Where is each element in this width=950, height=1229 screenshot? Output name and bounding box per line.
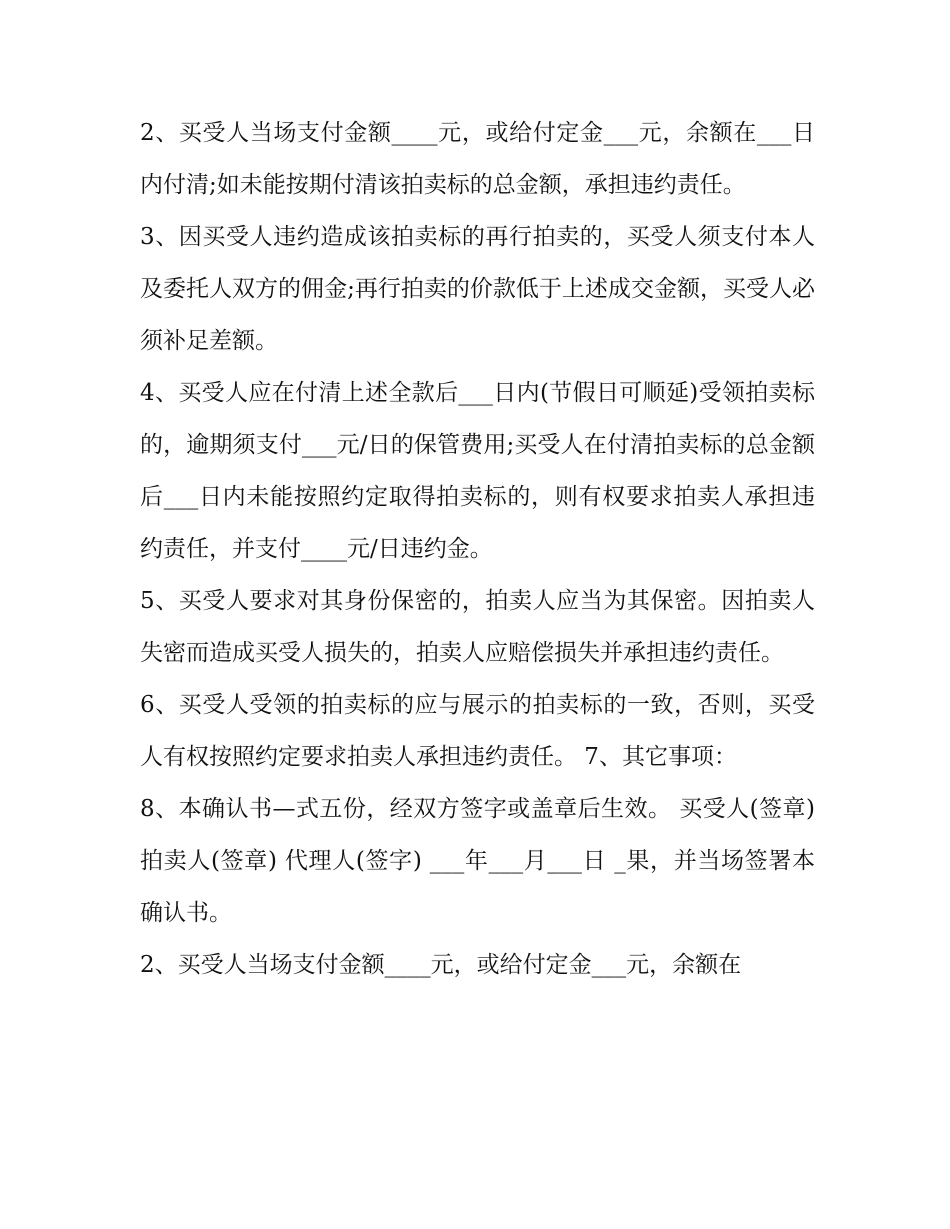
clause-4-collection: 4、买受人应在付清上述全款后___日内(节假日可顺延)受领拍卖标的，逾期须支付___元/日的保管费用;买受人在付清拍卖标的总金额后___日内未能按照约定取得拍卖标的，则有权要求拍卖人承担违约责任，并支付____元/日违约金。 <box>140 380 815 562</box>
clause-3-resale: 3、因买受人违约造成该拍卖标的再行拍卖的，买受人须支付本人及委托人双方的佣金;再行拍卖的价款低于上述成交金额，买受人必须补足差额。 <box>140 224 815 354</box>
clause-2-payment-repeat: 2、买受人当场支付金额____元，或给付定金___元，余额在 <box>140 952 742 978</box>
clause-8-effectiveness: 8、本确认书—式五份，经双方签字或盖章后生效。 买受人(签章)拍卖人(签章) 代理人(签字) ___年___月___日 _果，并当场签署本确认书。 <box>140 796 815 926</box>
clause-6-consistency: 6、买受人受领的拍卖标的应与展示的拍卖标的一致，否则，买受人有权按照约定要求拍卖人承担违约责任。 7、其它事项： <box>140 692 815 770</box>
clause-2-payment: 2、买受人当场支付金额____元，或给付定金___元，余额在___日内付清;如未能按期付清该拍卖标的总金额，承担违约责任。 <box>140 120 815 198</box>
clause-5-confidentiality: 5、买受人要求对其身份保密的，拍卖人应当为其保密。因拍卖人失密而造成买受人损失的，拍卖人应赔偿损失并承担违约责任。 <box>140 588 815 666</box>
document-body <box>140 107 815 991</box>
